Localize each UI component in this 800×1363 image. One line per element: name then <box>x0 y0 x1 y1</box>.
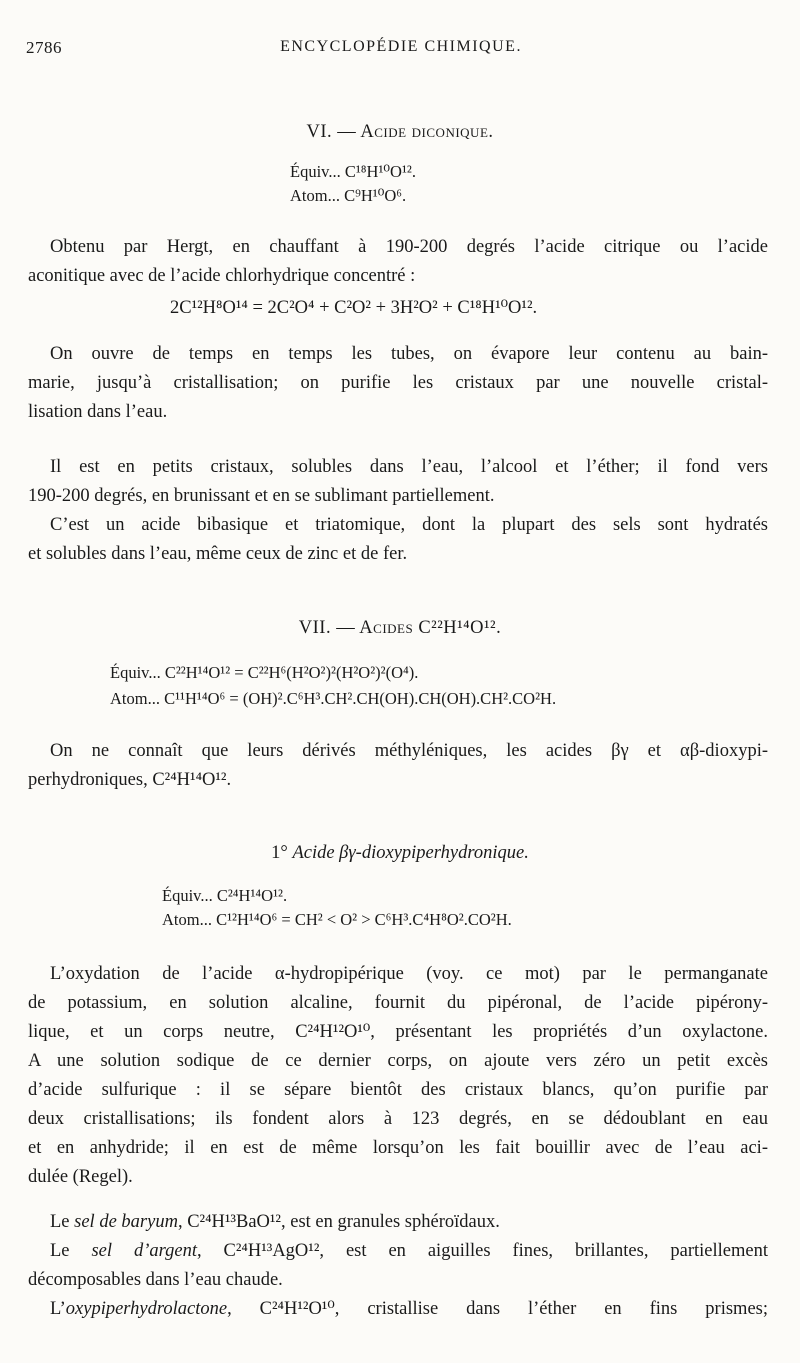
paragraph-purification: On ouvre de temps en temps les tubes, on évapore leur contenu au bain- marie, jusqu’à cristallisation; on purifie les cristaux par une nouvelle cristal- lisation dans l’eau. <box>28 344 768 422</box>
paragraph-oxidation: L’oxydation de l’acide α-hydropipérique (voy. ce mot) par le permanganate de potassium, en solution alcaline, fournit du pipéronal, de l’acide pipérony- lique, et un corps neutre, C²⁴H¹²O¹⁰, présentant les propriétés d’un oxylactone. A une solution sodique de ce dernier corps, on ajoute vers zéro un petit excès d’acide sulfurique : il se sépare bientôt des cristaux blancs, qu’on purifie par deux cristallisations; ils fondent alors à 123 degrés, en se dédoublant en eau et en anhydride; il en est de même lorsqu’on les fait bouillir avec de l’eau aci- dulée (Regel). <box>28 964 768 1187</box>
section-vi-formulas <box>290 160 416 208</box>
page-header <box>26 38 776 68</box>
section-vii-equiv: Équiv... C²²H¹⁴O¹² = C²²H⁶(H²O²)²(H²O²)²(O⁴). <box>110 663 419 682</box>
paragraph-crystals: Il est en petits cristaux, solubles dans l’eau, l’alcool et l’éther; il fond vers 190-200 degrés, en brunissant et en se sublimant partiellement. <box>28 457 768 506</box>
reaction-equation: 2C¹²H⁸O¹⁴ = 2C²O⁴ + C²O² + 3H²O² + C¹⁸H¹⁰O¹². <box>170 298 538 318</box>
paragraph-barium-salt: Le sel de baryum, C²⁴H¹³BaO¹², est en granules sphéroïdaux. <box>50 1212 500 1232</box>
section-vi-equiv: Équiv... C¹⁸H¹⁰O¹². <box>290 162 416 181</box>
paragraph-hergt: Obtenu par Hergt, en chauffant à 190-200 degrés l’acide citrique ou l’acide aconitique avec de l’acide chlorhydrique concentré : <box>28 237 768 286</box>
section-vi-title: VI. — Acide diconique. <box>306 122 494 142</box>
subsection-1-formulas <box>162 884 512 932</box>
paragraph-lactone: L’oxypiperhydrolactone, C²⁴H¹²O¹⁰, cristallise dans l’éther en fins prismes; <box>50 1299 768 1319</box>
section-vi-atom: Atom... C⁹H¹⁰O⁶. <box>290 186 407 205</box>
paragraph-methylene-derivatives: On ne connaît que leurs dérivés méthyléniques, les acides βγ et αβ-dioxypi- perhydroniques, C²⁴H¹⁴O¹². <box>28 741 768 790</box>
page-number: 2786 <box>26 38 62 57</box>
section-vii-formulas <box>110 660 556 712</box>
subsection-1-atom: Atom... C¹²H¹⁴O⁶ = CH² < O² > C⁶H³.C⁴H⁸O².CO²H. <box>162 910 512 929</box>
subsection-1-equiv: Équiv... C²⁴H¹⁴O¹². <box>162 886 288 905</box>
section-vii-atom: Atom... C¹¹H¹⁴O⁶ = (OH)².C⁶H³.CH².CH(OH).CH(OH).CH².CO²H. <box>110 689 557 708</box>
subsection-1-title: 1° Acide βγ-dioxypiperhydronique. <box>271 843 529 863</box>
running-title: ENCYCLOPÉDIE CHIMIQUE. <box>280 38 522 55</box>
paragraph-silver-salt: Le sel d’argent, C²⁴H¹³AgO¹², est en aiguilles fines, brillantes, partiellement décomposables dans l’eau chaude. <box>28 1241 768 1290</box>
section-vii-title: VII. — Acides C²²H¹⁴O¹². <box>298 618 502 638</box>
paragraph-bibasic: C’est un acide bibasique et triatomique, dont la plupart des sels sont hydratés et solubles dans l’eau, même ceux de zinc et de fer. <box>28 515 768 564</box>
